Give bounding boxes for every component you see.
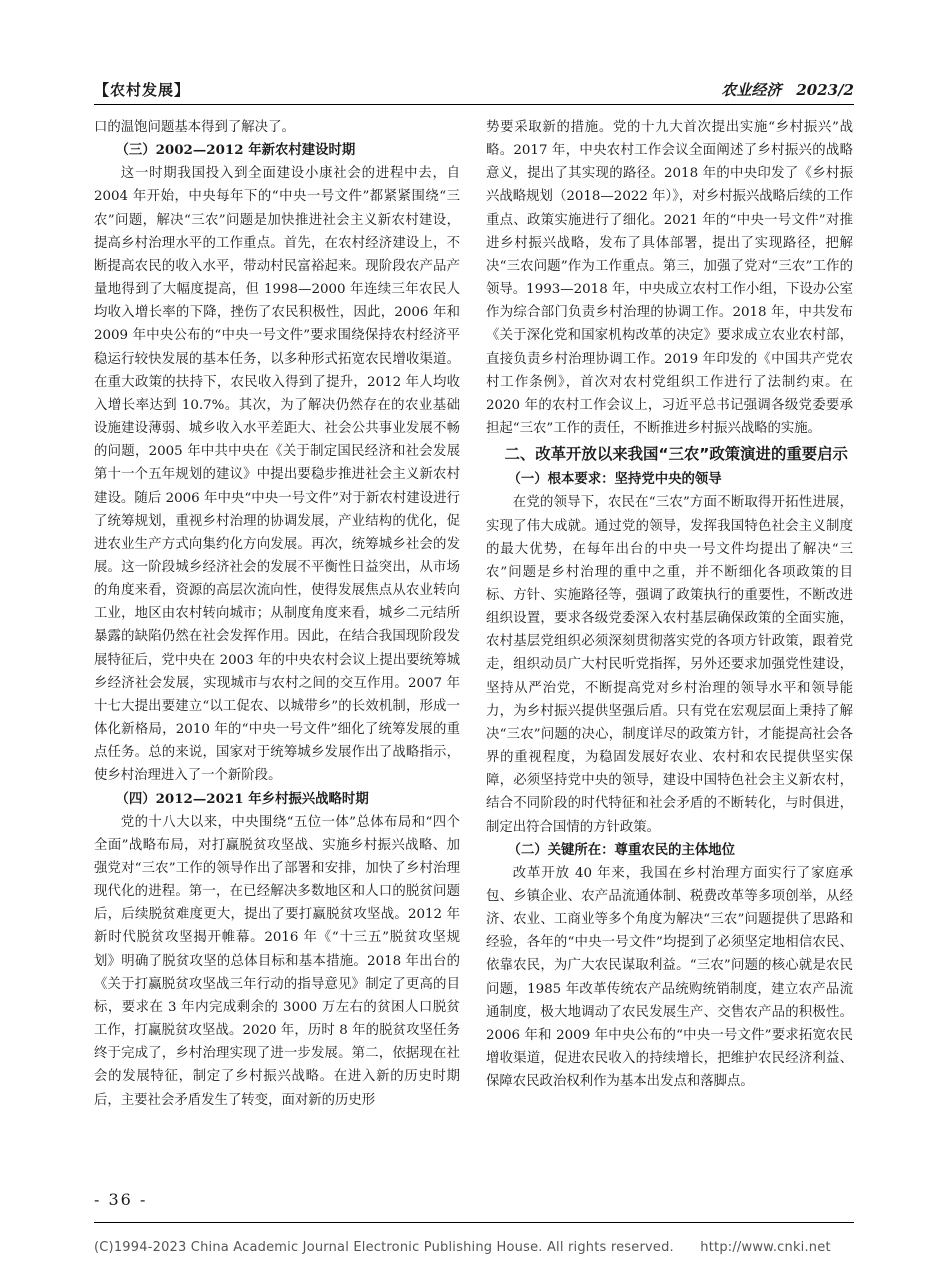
paragraph: 势要采取新的措施。党的十九大首次提出实施“乡村振兴”战略。2017 年，中央农村工作会议全面阐述了乡村振兴的战略意义，提出了其实现的路径。2018 年的中央印发了《乡村振兴战略规划（2018—2022 年）》，对乡村振兴战略后续的工作重点、政策实施进行了细化。2021 年的“中央一号文件”对推进乡村振兴战略，发布了具体部署，提出了实现路径，把解决“三农问题”作为工作重点。第三，加强了党对“三农”工作的领导。1993—2018 年，中央成立农村工作小组，下设办公室作为综合部门负责乡村治理的协调工作。2018 年，中共发布《关于深化党和国家机构改革的决定》要求成立农业农村部，直接负责乡村治理协调工作。2019 年印发的《中国共产党农村工作条例》，首次对农村党组织工作进行了法制约束。在 2020 年的农村工作会议上，习近平总书记强调各级党委要承担起“三农”工作的责任，不断推进乡村振兴战略的实施。 <box>486 120 854 437</box>
paragraph: 口的温饱问题基本得到了解决了。 <box>94 120 295 135</box>
section-label: 【农村发展】 <box>94 81 191 99</box>
section-heading: （一）根本要求：坚持党中央的领导 <box>507 471 722 488</box>
right-column <box>486 116 853 1093</box>
copyright-notice: (C)1994-2023 China Academic Journal Electronic Publishing House. All rights reserved. http://www.cnki.net <box>94 1240 831 1255</box>
paragraph: 这一时期我国投入到全面建设小康社会的进程中去，自2004 年开始，中央每年下的“中央一号文件”都紧紧围绕“三农”问题，解决“三农”问题是加快推进社会主义新农村建设，提高乡村治理水平的工作重点。首先，在农村经济建设上，不断提高农民的收入水平，带动村民富裕起来。现阶段农产品产量地得到了大幅度提高，但 1998—2000 年连续三年农民人均收入增长率的下降，挫伤了农民积极性，因此，2006 年和 2009 年中央公布的“中央一号文件”要求围绕保持农村经济平稳运行较快发展的基本任务，以多种形式拓宽农民增收渠道。在重大政策的扶持下，农民收入得到了提升，2012 年人均收入增长率达到 10.7%。其次，为了解决仍然存在的农业基础设施建设薄弱、城乡收入水平差距大、社会公共事业发展不畅的问题，2005 年中共中央在《关于制定国民经济和社会发展第十一个五年规划的建议》中提出要稳步推进社会主义新农村建设。随后 2006 年中央“中央一号文件”对于新农村建设进行了统筹规划，重视乡村治理的协调发展，产业结构的优化，促进农业生产方式向集约化方向发展。再次，统筹城乡社会的发展。这一阶段城乡经济社会的发展不平衡性日益突出，从市场的角度来看，资源的高层次流向性，使得发展焦点从农业转向工业，地区由农村转向城市；从制度角度来看，城乡二元结所暴露的缺陷仍然在社会发挥作用。因此，在结合我国现阶段发展特征后，党中央在 2003 年的中央农村会议上提出要统筹城乡经济社会发展，实现城市与农村之间的交互作用。2007 年十七大提出要建立“以工促农、以城带乡”的长效机制，形成一体化新格局，2010 年的“中央一号文件”细化了统筹发展的重点任务。总的来说，国家对于统筹城乡发展作出了战略指示，使乡村治理进入了一个新阶段。 <box>94 166 460 784</box>
header-divider <box>94 104 854 105</box>
chapter-heading: 二、改革开放以来我国“三农”政策演进的重要启示 <box>504 445 848 464</box>
section-heading: （四）2012—2021 年乡村振兴战略时期 <box>115 790 369 807</box>
paragraph: 在党的领导下，农民在“三农”方面不断取得开拓性进展，实现了伟大成就。通过党的领导，发挥我国特色社会主义制度的最大优势，在每年出台的中央一号文件均提出了解决“三农”问题是乡村治理的重中之重，并不断细化各项政策的目标、方针、实施路径等，强调了政策执行的重要性，不断改进组织设置，要求各级党委深入农村基层确保政策的全面实施，农村基层党组织必须深刻贯彻落实党的各项方针政策，跟着党走，组织动员广大村民听党指挥，另外还要求加强党性建设，坚持从严治党，不断提高党对乡村治理的领导水平和领导能力，为乡村振兴提供坚强后盾。只有党在宏观层面上秉持了解决“三农”问题的决心，制度详尽的政策方针，才能提高社会各界的重视程度，为稳固发展好农业、农村和农民提供坚实保障，必须坚持党中央的领导，建设中国特色社会主义新农村，结合不同阶段的时代特征和社会矛盾的不断转化，与时俱进，制定出符合国情的方针政策。 <box>486 495 853 835</box>
paragraph: 党的十八大以来，中央围绕“五位一体”总体布局和“四个全面”战略布局，对打赢脱贫攻坚战、实施乡村振兴战略、加强党对“三农”工作的领导作出了部署和安排，加快了乡村治理现代化的进程。第一，在已经解决多数地区和人口的脱贫问题后，后续脱贫难度更大，提出了要打赢脱贫攻坚战。2012 年新时代脱贫攻坚揭开帷幕。2016 年《“十三五”脱贫攻坚规划》明确了脱贫攻坚的总体目标和基本措施。2018 年出台的《关于打赢脱贫攻坚战三年行动的指导意见》制定了更高的目标，要求在 3 年内完成剩余的 3000 万左右的贫困人口脱贫工作，打赢脱贫攻坚战。2020 年，历时 8 年的脱贫攻坚任务终于完成了，乡村治理实现了进一步发展。第二，依据现在社会的发展特征，制定了乡村振兴战略。在进入新的历史时期后，主要社会矛盾发生了转变，面对新的历史形 <box>94 814 460 1108</box>
footer-divider <box>94 1222 854 1223</box>
page-number: - 36 - <box>94 1190 148 1209</box>
left-column <box>94 116 460 1112</box>
paragraph: 改革开放 40 年来，我国在乡村治理方面实行了家庭承包、乡镇企业、农产品流通体制、税费改革等多项创举，从经济、农业、工商业等多个角度为解决“三农”问题提供了思路和经验，各年的“中央一号文件”均提到了必须坚定地相信农民、依靠农民，为广大农民谋取利益。“三农”问题的核心就是农民问题，1985 年改革传统农产品统购统销制度，建立农产品流通制度，极大地调动了农民发展生产、交售农产品的积极性。2006 年和 2009 年中央公布的“中央一号文件”要求拓宽农民增收渠道，促进农民收入的持续增长，把维护农民经济利益、保障农民政治权利作为基本出发点和落脚点。 <box>486 865 853 1090</box>
journal-issue: 农业经济 2023/2 <box>721 81 854 99</box>
section-heading: （二）关键所在：尊重农民的主体地位 <box>507 841 736 858</box>
section-heading: （三）2002—2012 年新农村建设时期 <box>115 142 356 159</box>
